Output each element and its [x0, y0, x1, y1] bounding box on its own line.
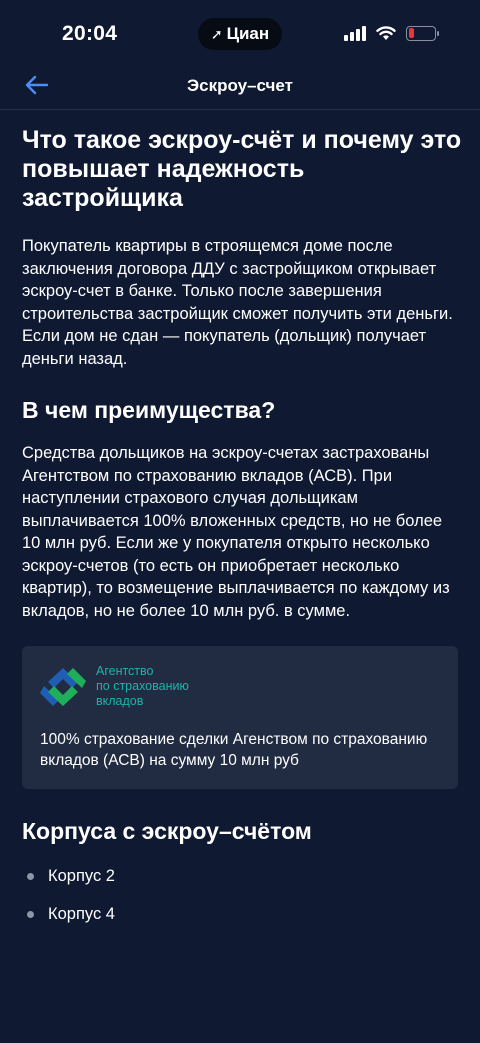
main-content	[22, 126, 462, 933]
building-label: Корпус 2	[48, 866, 115, 885]
wifi-icon	[376, 26, 396, 41]
section-title-buildings: Корпуса с эскроу–счётом	[22, 818, 312, 844]
section-body-escrow: Покупатель квартиры в строящемся доме после заключения договора ДДУ с застройщиком открывает эскроу-счет в банке. Только после завершения строительства застройщик сможет получить эти деньги. Если дом не сдан — покупатель (дольщик) получает деньги назад.	[22, 237, 453, 368]
page-title: Эскроу–счет	[187, 76, 293, 95]
asv-logo-icon	[40, 666, 86, 708]
app-indicator-pill[interactable]	[198, 18, 282, 50]
nav-bar	[0, 62, 480, 110]
asv-logo-line3: вкладов	[96, 694, 144, 708]
asv-logo-line2: по страхованию	[96, 679, 189, 693]
bullet-icon	[27, 911, 34, 918]
section-body-advantages: Средства дольщиков на эскроу-счетах застрахованы Агентством по страхованию вкладов (АСВ). При наступлении страхового случая дольщикам выплачивается 100% вложенных средств, но не более 10 млн руб. Если же у покупателя открыто несколько эскроу-счетов (то есть он приобретает несколько квартир), то возмещение выплачивается по каждому из вкладов, но не более 10 млн руб. в сумме.	[22, 444, 450, 620]
section-title-advantages: В чем преимущества?	[22, 397, 276, 423]
list-item	[22, 857, 462, 895]
app-name: Циан	[226, 24, 270, 43]
asv-insurance-card	[22, 646, 458, 789]
arrow-icon: ➚	[210, 25, 223, 42]
building-label: Корпус 4	[48, 904, 115, 923]
list-item	[22, 895, 462, 933]
asv-card-text: 100% страхование сделки Агенством по страхованию вкладов (АСВ) на сумму 10 млн руб	[40, 731, 428, 769]
asv-logo-line1: Агентство	[96, 664, 154, 678]
battery-icon	[406, 26, 436, 41]
bullet-icon	[27, 873, 34, 880]
status-bar	[0, 0, 480, 70]
section-title-escrow: Что такое эскроу-счёт и почему это повышает надежность застройщика	[22, 126, 462, 212]
status-time: 20:04	[62, 22, 118, 45]
asv-logo	[40, 664, 440, 709]
cellular-signal-icon	[344, 25, 366, 41]
buildings-list	[22, 857, 462, 933]
status-icons	[344, 25, 436, 41]
